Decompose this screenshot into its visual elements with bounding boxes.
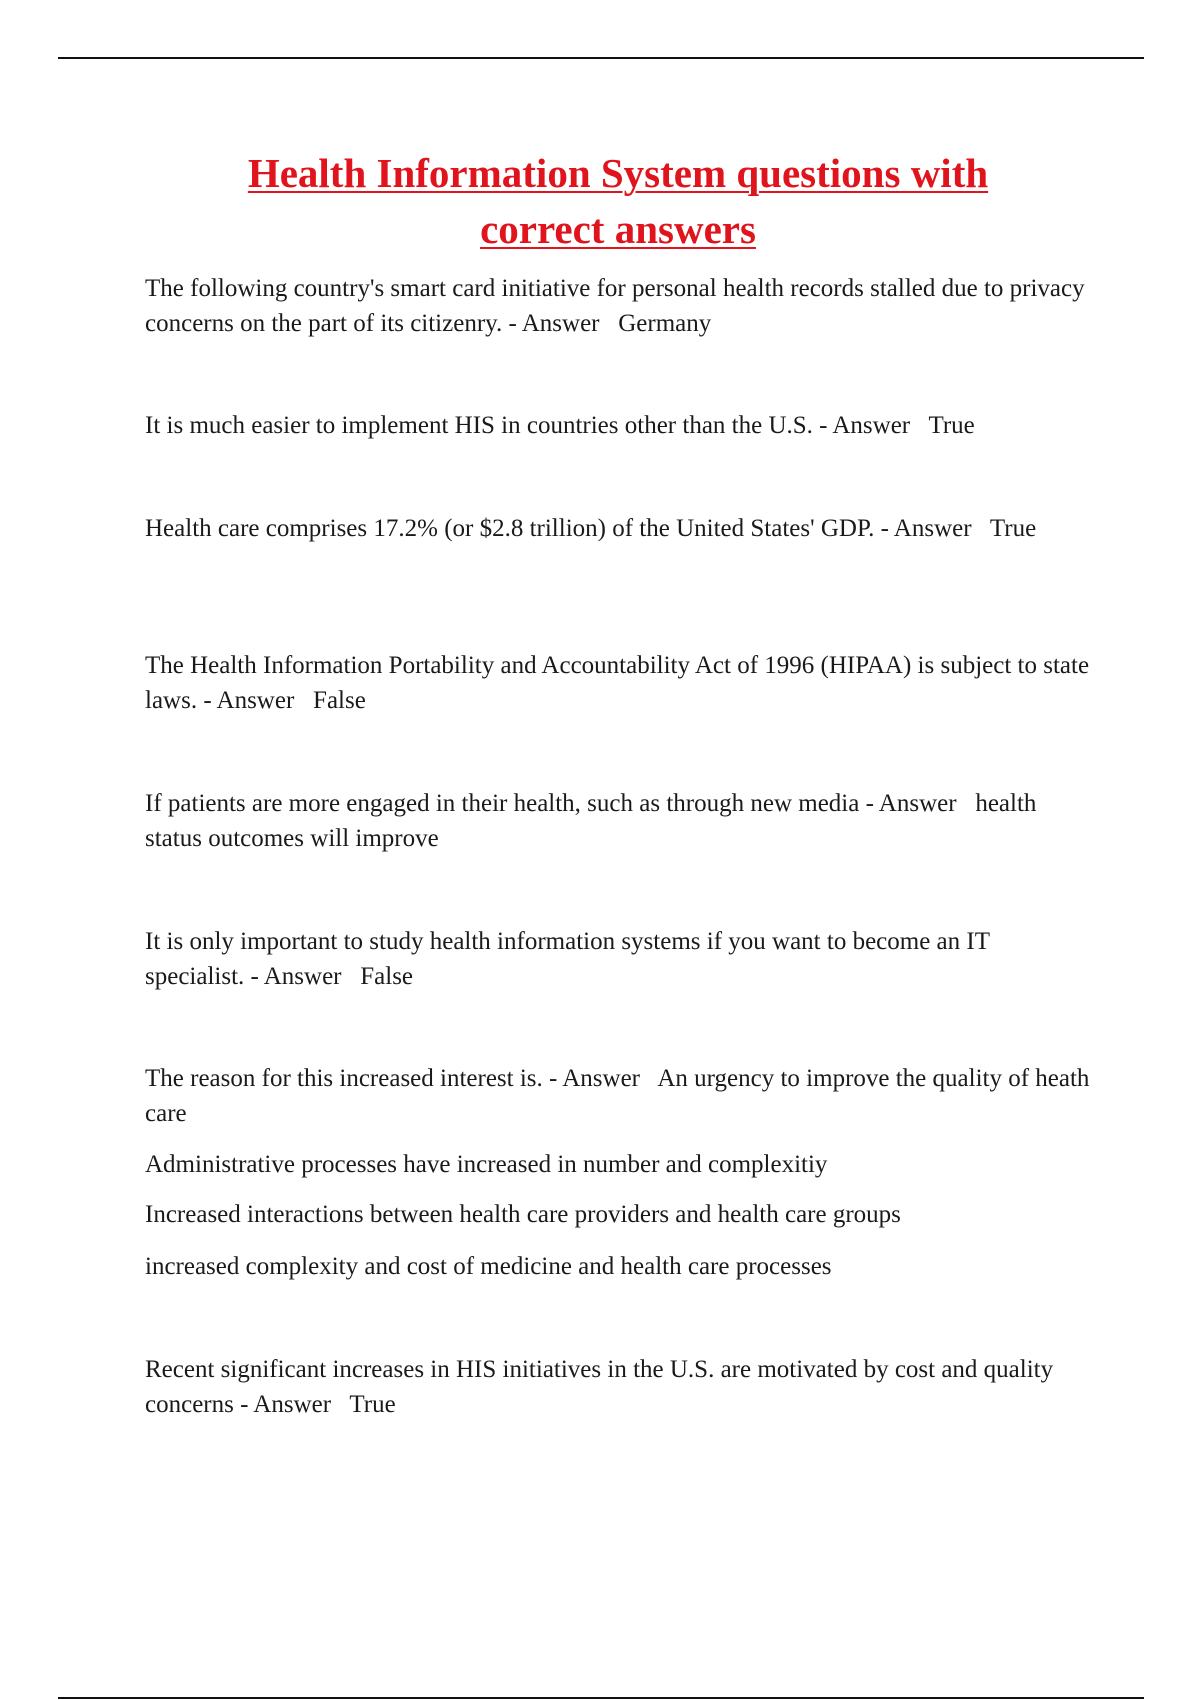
qa-item-2 [145,408,1095,443]
qa-item-3 [145,511,1095,546]
answer-separator: - Answer [502,310,619,337]
answer-text: False [360,963,414,990]
question-text: The reason for this increased interest is. [145,1065,543,1092]
qa-item-6 [145,924,1095,994]
qa-item-1 [145,271,1095,341]
top-rule [58,57,1144,59]
answer-separator: - Answer [233,1391,350,1418]
qa-item-4 [145,648,1095,718]
title-line-1: Health Information System questions with [247,150,989,196]
answer-text: True [928,412,975,439]
question-text: Health care comprises 17.2% (or $2.8 trillion) of the United States' GDP. [145,515,875,542]
answer-extra-line-3: increased complexity and cost of medicine and health care processes [145,1253,832,1280]
answer-text: health status outcomes will improve [145,790,1037,852]
answer-text: Germany [618,310,712,337]
question-text: The following country's smart card initiative for personal health records stalled due to privacy concerns on the part of its citizenry. [145,275,1085,337]
qa-item-8 [145,1352,1095,1422]
answer-extra-line-1: Administrative processes have increased in number and complexitiy [145,1151,828,1178]
qa-item-7 [145,1061,1095,1131]
answer-separator: - Answer [244,963,361,990]
question-text: Recent significant increases in HIS initiatives in the U.S. are motivated by cost and quality concerns [145,1356,1054,1418]
qa-item-5 [145,786,1095,856]
title-line-2: correct answers [480,206,756,252]
answer-extra-line-2: Increased interactions between health care providers and health care groups [145,1201,901,1228]
answer-text: False [313,687,366,714]
bottom-rule [58,1697,1144,1699]
answer-separator: - Answer [874,515,990,542]
question-text: It is only important to study health information systems if you want to become an IT specialist. [145,928,990,990]
answer-separator: - Answer [812,412,929,439]
question-text: It is much easier to implement HIS in countries other than the U.S. [145,412,813,439]
question-text: If patients are more engaged in their health, such as through new media [145,790,860,817]
page-title [150,145,1086,257]
answer-separator: - Answer [542,1065,658,1092]
question-text: The Health Information Portability and Accountability Act of 1996 (HIPAA) is subject to state laws. [145,652,1090,714]
answer-text: True [989,515,1037,542]
answer-separator: - Answer [859,790,976,817]
answer-text: True [349,1391,396,1418]
answer-text: An urgency to improve the quality of heath care [145,1065,1090,1127]
answer-separator: - Answer [197,687,314,714]
